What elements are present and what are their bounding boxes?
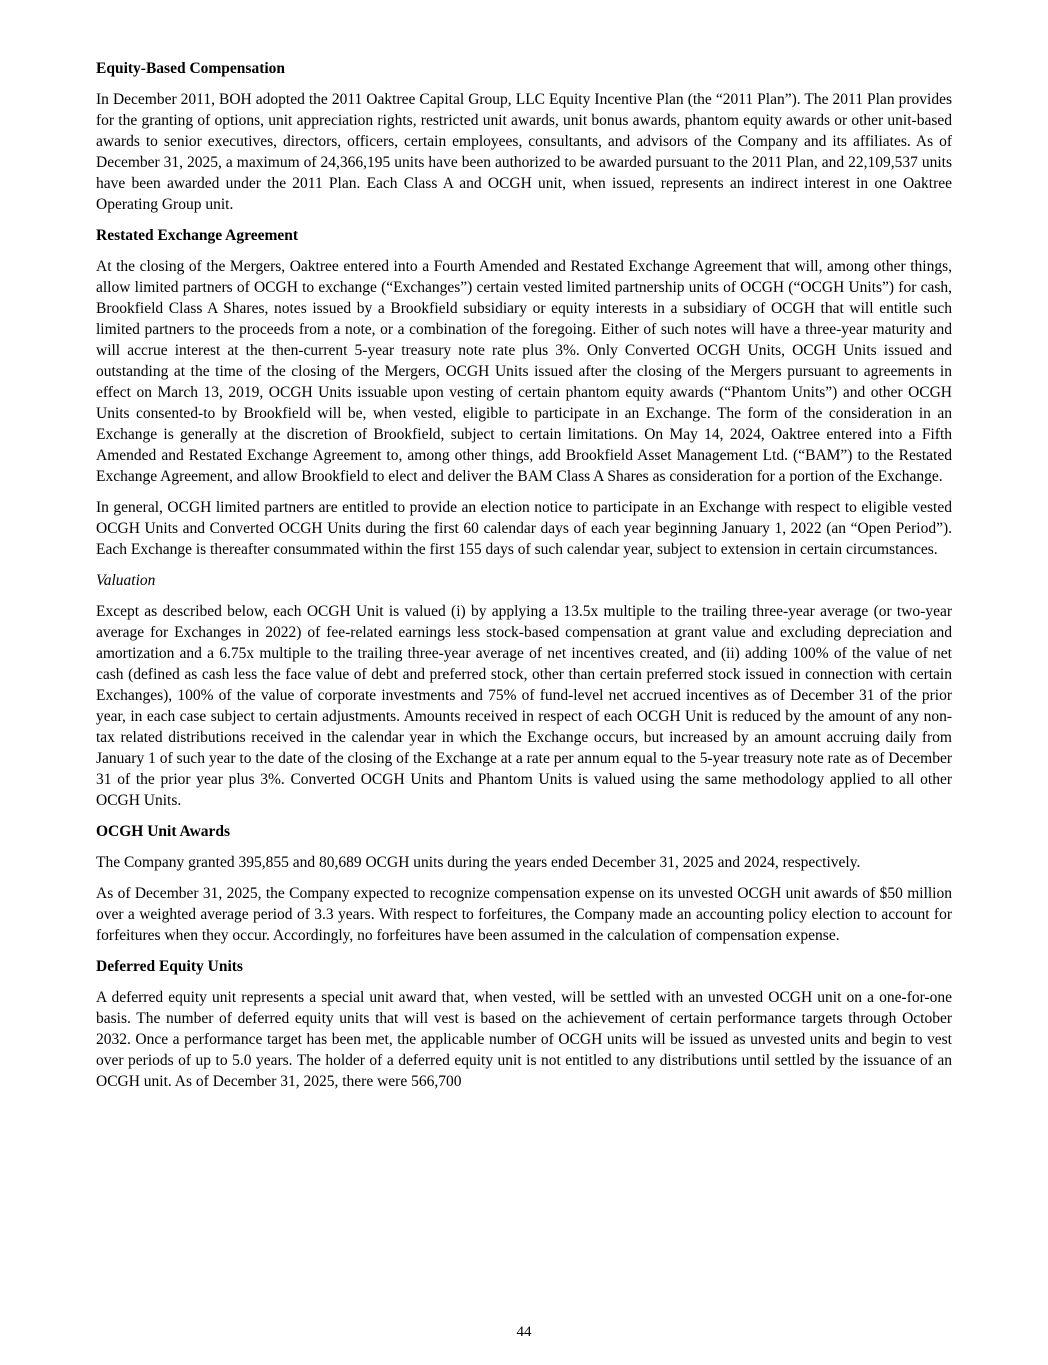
paragraph-deferred-equity-units: A deferred equity unit represents a special unit award that, when vested, will be settled with an unvested OCGH unit on a one-for-one basis. The number of deferred equity units that will vest is based on the achievement of certain performance targets through October 2032. Once a performance target has been met, the applicable number of OCGH units will be issued as unvested units and begin to vest over periods of up to 5.0 years. The holder of a deferred equity unit is not entitled to any distributions until settled by the issuance of an OCGH unit. As of December 31, 2025, there were 566,700 xyxy=(96,989,952,1090)
document-page xyxy=(96,58,952,1102)
section-heading-ocgh-unit-awards: OCGH Unit Awards xyxy=(96,823,231,840)
paragraph-exchange-agreement: At the closing of the Mergers, Oaktree entered into a Fourth Amended and Restated Exchange Agreement that will, among other things, allow limited partners of OCGH to exchange (“Exchanges”) certain vested limited partnership units of OCGH (“OCGH Units”) for cash, Brookfield Class A Shares, notes issued by a Brookfield subsidiary or equity interests in a subsidiary of OCGH that will entitle such limited partners to the proceeds from a note, or a combination of the foregoing. Either of such notes will have a three-year maturity and will accrue interest at the then-current 5-year treasury note rate plus 3%. Only Converted OCGH Units, OCGH Units issued and outstanding at the time of the closing of the Mergers, OCGH Units issued after the closing of the Mergers pursuant to agreements in effect on March 13, 2019, OCGH Units issuable upon vesting of certain phantom equity awards (“Phantom Units”) and other OCGH Units consented-to by Brookfield will be, when vested, eligible to participate in an Exchange. The form of the consideration in an Exchange is generally at the discretion of Brookfield, subject to certain limitations. On May 14, 2024, Oaktree entered into a Fifth Amended and Restated Exchange Agreement to, among other things, add Brookfield Asset Management Ltd. (“BAM”) to the Restated Exchange Agreement, and allow Brookfield to elect and deliver the BAM Class A Shares as consideration for a portion of the Exchange. xyxy=(96,258,952,485)
paragraph-2011-plan: In December 2011, BOH adopted the 2011 Oaktree Capital Group, LLC Equity Incentive Plan (the “2011 Plan”). The 2011 Plan provides for the granting of options, unit appreciation rights, restricted unit awards, unit bonus awards, phantom equity awards or other unit-based awards to senior executives, directors, officers, certain employees, consultants, and advisors of the Company and its affiliates. As of December 31, 2025, a maximum of 24,366,195 units have been authorized to be awarded pursuant to the 2011 Plan, and 22,109,537 units have been awarded under the 2011 Plan. Each Class A and OCGH unit, when issued, represents an indirect interest in one Oaktree Operating Group unit. xyxy=(96,91,952,213)
section-heading-equity-based-compensation: Equity-Based Compensation xyxy=(96,60,286,77)
section-heading-deferred-equity-units: Deferred Equity Units xyxy=(96,958,243,975)
page-number: 44 xyxy=(516,1324,532,1340)
paragraph-units-granted: The Company granted 395,855 and 80,689 OCGH units during the years ended December 31, 2025 and 2024, respectively. xyxy=(96,854,861,871)
paragraph-open-period: In general, OCGH limited partners are entitled to provide an election notice to participate in an Exchange with respect to eligible vested OCGH Units and Converted OCGH Units during the first 60 calendar days of each year beginning January 1, 2022 (an “Open Period”). Each Exchange is thereafter consummated within the first 155 days of such calendar year, subject to extension in certain circumstances. xyxy=(96,499,952,558)
section-heading-restated-exchange-agreement: Restated Exchange Agreement xyxy=(96,227,299,244)
paragraph-valuation: Except as described below, each OCGH Unit is valued (i) by applying a 13.5x multiple to the trailing three-year average (or two-year average for Exchanges in 2022) of fee-related earnings less stock-based compensation at grant value and excluding depreciation and amortization and a 6.75x multiple to the trailing three-year average of net incentives created, and (ii) adding 100% of the value of net cash (defined as cash less the face value of debt and preferred stock, other than certain preferred stock issued in connection with certain Exchanges), 100% of the value of corporate investments and 75% of fund-level net accrued incentives as of December 31 of the prior year, in each case subject to certain adjustments. Amounts received in respect of each OCGH Unit is reduced by the amount of any non-tax related distributions received in the calendar year in which the Exchange occurs, but increased by an amount accruing daily from January 1 of such year to the date of the closing of the Exchange at a rate per annum equal to the 5-year treasury note rate as of December 31 of the prior year plus 3%. Converted OCGH Units and Phantom Units is valued using the same methodology applied to all other OCGH Units. xyxy=(96,603,952,809)
subheading-valuation: Valuation xyxy=(96,572,156,589)
paragraph-compensation-expense: As of December 31, 2025, the Company expected to recognize compensation expense on its unvested OCGH unit awards of $50 million over a weighted average period of 3.3 years. With respect to forfeitures, the Company made an accounting policy election to account for forfeitures when they occur. Accordingly, no forfeitures have been assumed in the calculation of compensation expense. xyxy=(96,885,952,944)
